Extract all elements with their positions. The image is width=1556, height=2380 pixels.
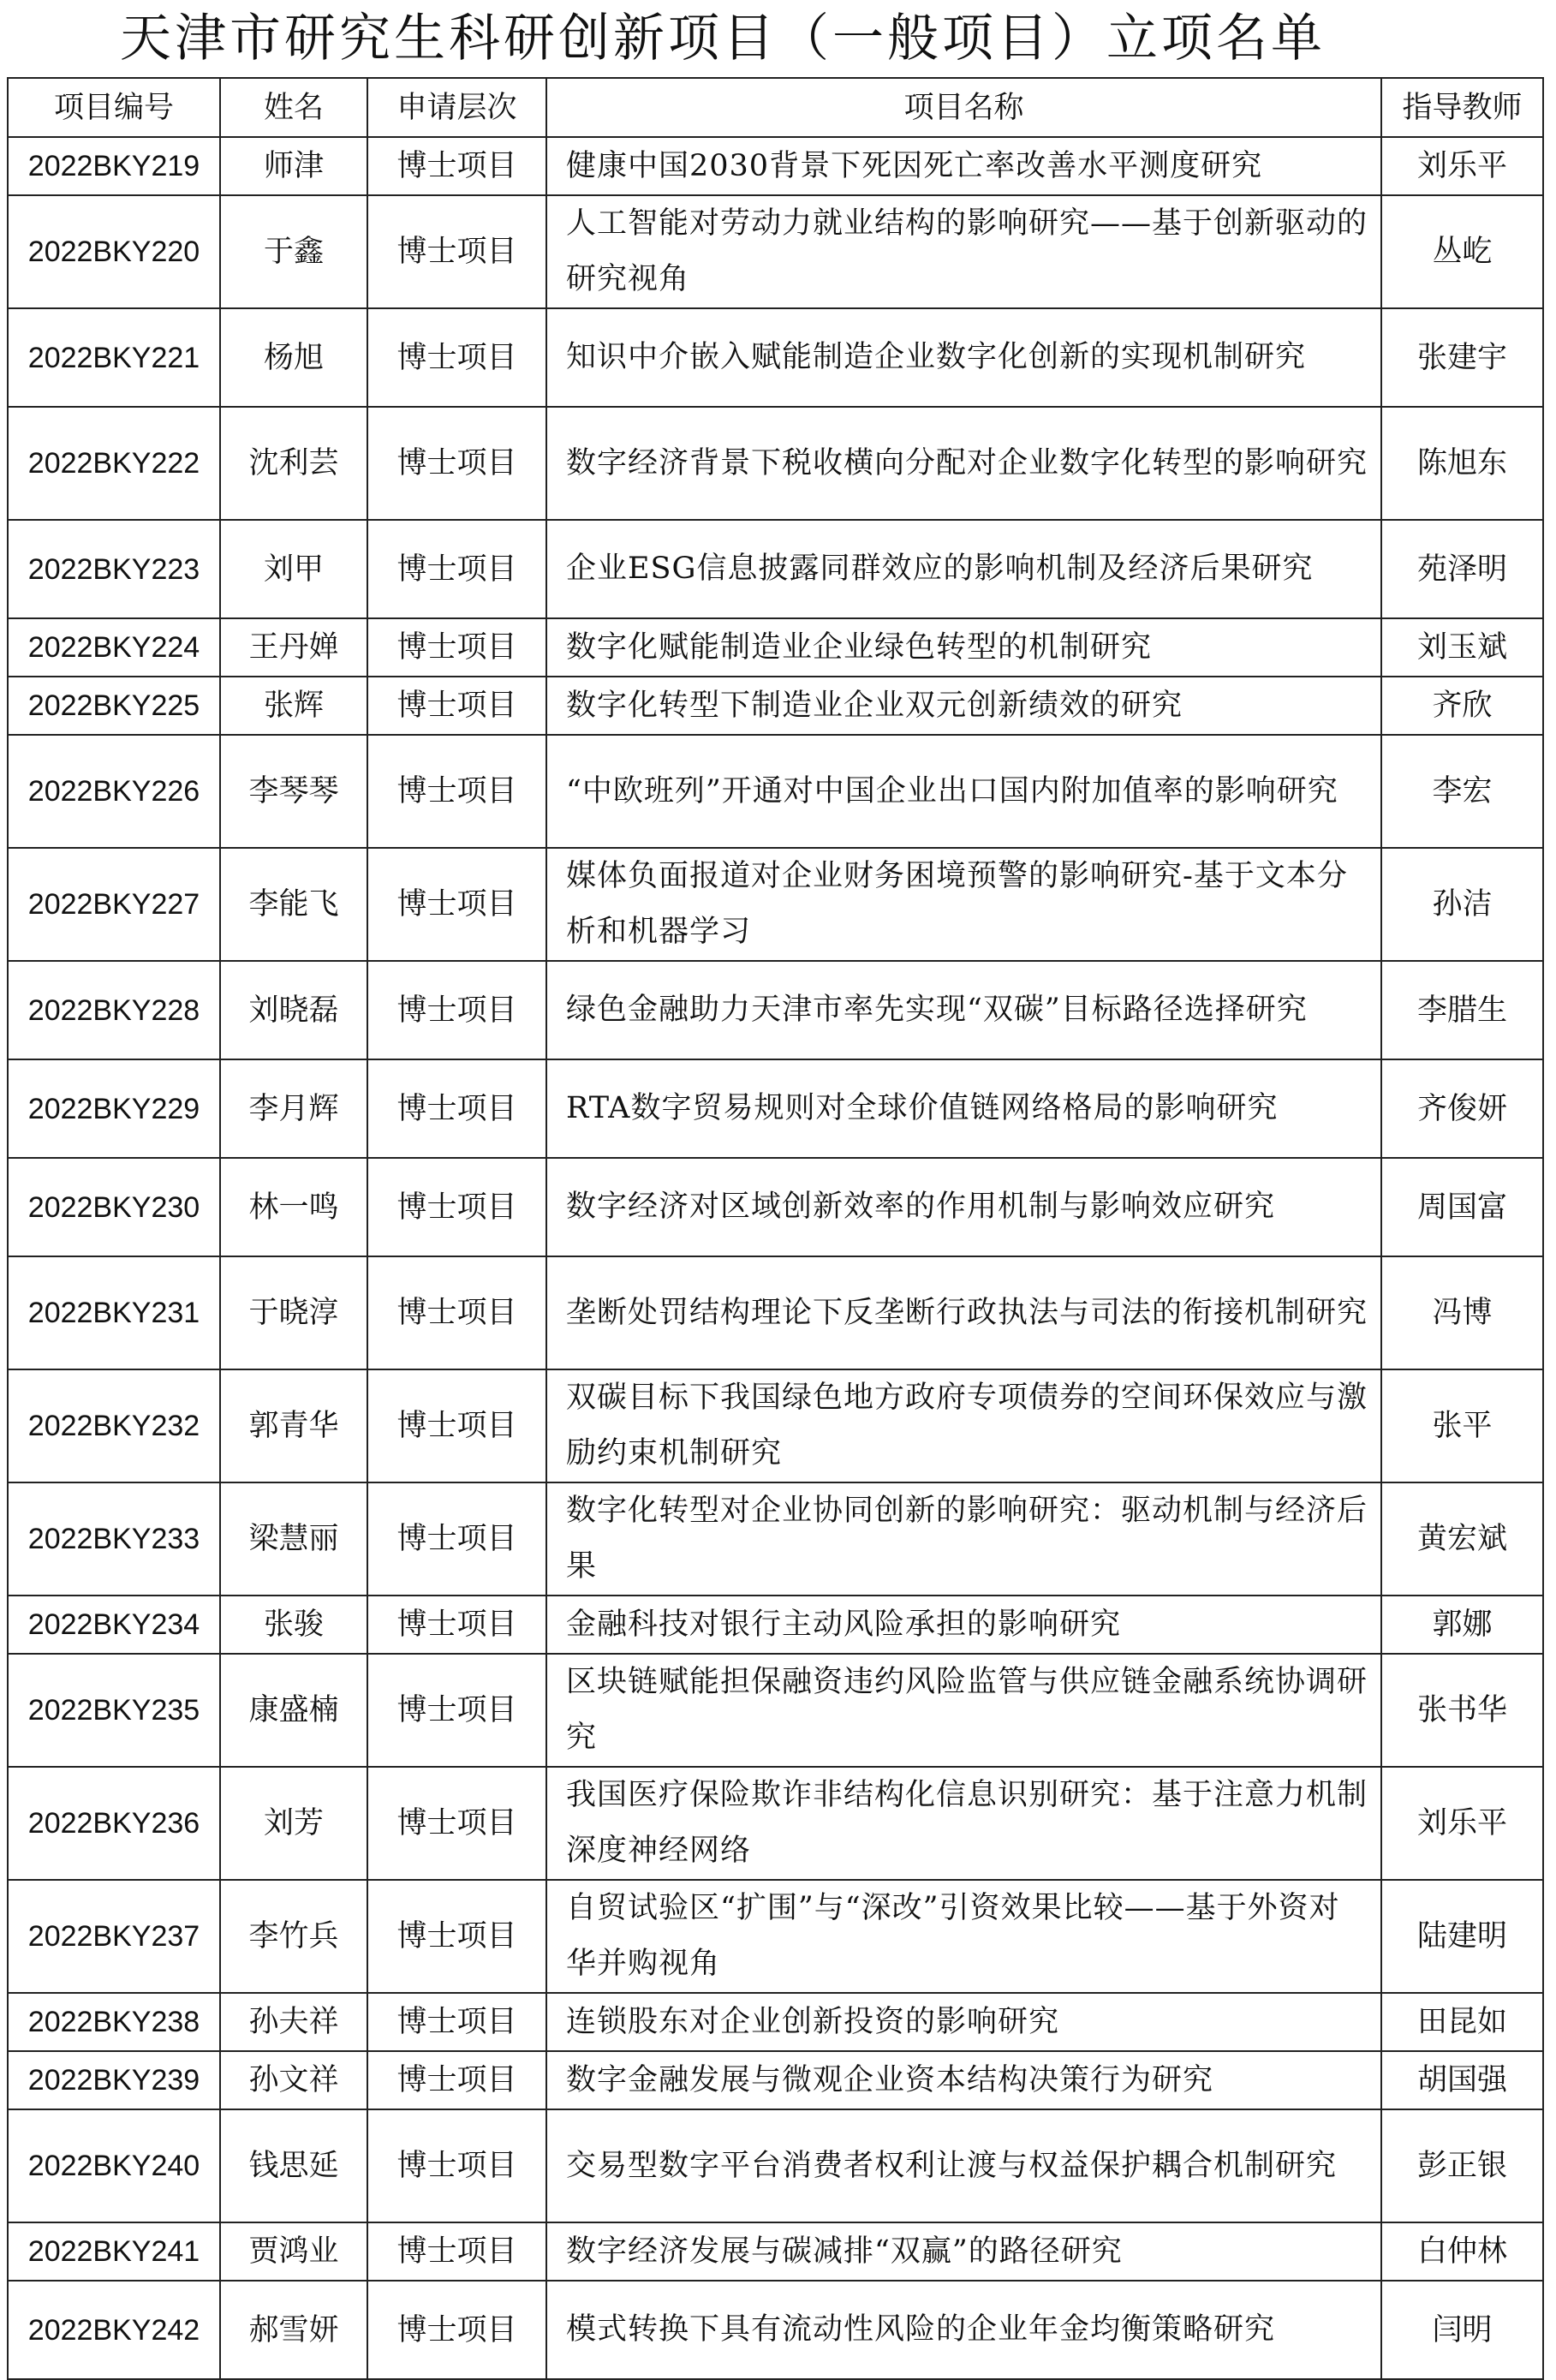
- project-title-cell: 数字经济背景下税收横向分配对企业数字化转型的影响研究: [546, 407, 1381, 520]
- application-level-cell: 博士项目: [367, 407, 546, 520]
- table-row: [8, 308, 1543, 407]
- project-title-cell: 连锁股东对企业创新投资的影响研究: [546, 1993, 1381, 2051]
- student-name-cell: 梁慧丽: [220, 1482, 367, 1596]
- project-code-cell: 2022BKY223: [8, 520, 220, 618]
- application-level-cell: 博士项目: [367, 308, 546, 407]
- table-row: [8, 407, 1543, 520]
- page-title: 天津市研究生科研创新项目（一般项目）立项名单: [120, 9, 1326, 69]
- table-row: [8, 1767, 1543, 1880]
- project-code-cell: 2022BKY233: [8, 1482, 220, 1596]
- student-name-cell: 林一鸣: [220, 1158, 367, 1256]
- student-name-cell: 李竹兵: [220, 1880, 367, 1993]
- application-level-cell: 博士项目: [367, 1880, 546, 1993]
- application-level-cell: 博士项目: [367, 677, 546, 735]
- application-level-cell: 博士项目: [367, 195, 546, 308]
- project-code-cell: 2022BKY235: [8, 1654, 220, 1767]
- advisor-cell: 张平: [1381, 1369, 1543, 1482]
- student-name-cell: 康盛楠: [220, 1654, 367, 1767]
- project-title-cell: RTA数字贸易规则对全球价值链网络格局的影响研究: [546, 1059, 1381, 1158]
- advisor-cell: 张书华: [1381, 1654, 1543, 1767]
- project-title-cell: 健康中国2030背景下死因死亡率改善水平测度研究: [546, 137, 1381, 195]
- application-level-cell: 博士项目: [367, 848, 546, 961]
- project-title-cell: 数字化转型下制造业企业双元创新绩效的研究: [546, 677, 1381, 735]
- project-code-cell: 2022BKY241: [8, 2222, 220, 2281]
- project-title-cell: 媒体负面报道对企业财务困境预警的影响研究-基于文本分析和机器学习: [546, 848, 1381, 961]
- project-code-cell: 2022BKY226: [8, 735, 220, 848]
- advisor-cell: 齐欣: [1381, 677, 1543, 735]
- project-title-cell: 区块链赋能担保融资违约风险监管与供应链金融系统协调研究: [546, 1654, 1381, 1767]
- table-row: [8, 2222, 1543, 2281]
- project-title-cell: 企业ESG信息披露同群效应的影响机制及经济后果研究: [546, 520, 1381, 618]
- project-title-cell: 知识中介嵌入赋能制造企业数字化创新的实现机制研究: [546, 308, 1381, 407]
- project-title-cell: 绿色金融助力天津市率先实现“双碳”目标路径选择研究: [546, 961, 1381, 1059]
- table-row: [8, 961, 1543, 1059]
- student-name-cell: 师津: [220, 137, 367, 195]
- application-level-cell: 博士项目: [367, 1767, 546, 1880]
- table-row: [8, 1482, 1543, 1596]
- application-level-cell: 博士项目: [367, 1369, 546, 1482]
- project-title-cell: 数字化赋能制造业企业绿色转型的机制研究: [546, 618, 1381, 677]
- student-name-cell: 刘晓磊: [220, 961, 367, 1059]
- application-level-cell: 博士项目: [367, 1654, 546, 1767]
- student-name-cell: 郭青华: [220, 1369, 367, 1482]
- application-level-cell: 博士项目: [367, 735, 546, 848]
- project-code-cell: 2022BKY224: [8, 618, 220, 677]
- application-level-cell: 博士项目: [367, 520, 546, 618]
- project-title-cell: “中欧班列”开通对中国企业出口国内附加值率的影响研究: [546, 735, 1381, 848]
- student-name-cell: 于晓淳: [220, 1256, 367, 1369]
- column-header-project: 项目名称: [546, 78, 1381, 137]
- project-code-cell: 2022BKY228: [8, 961, 220, 1059]
- project-code-cell: 2022BKY242: [8, 2281, 220, 2379]
- advisor-cell: 丛屹: [1381, 195, 1543, 308]
- application-level-cell: 博士项目: [367, 1059, 546, 1158]
- project-title-cell: 我国医疗保险欺诈非结构化信息识别研究：基于注意力机制深度神经网络: [546, 1767, 1381, 1880]
- table-row: [8, 1059, 1543, 1158]
- column-header-name: 姓名: [220, 78, 367, 137]
- application-level-cell: 博士项目: [367, 2222, 546, 2281]
- project-code-cell: 2022BKY220: [8, 195, 220, 308]
- advisor-cell: 黄宏斌: [1381, 1482, 1543, 1596]
- project-title-cell: 数字金融发展与微观企业资本结构决策行为研究: [546, 2051, 1381, 2109]
- application-level-cell: 博士项目: [367, 961, 546, 1059]
- student-name-cell: 于鑫: [220, 195, 367, 308]
- project-code-cell: 2022BKY227: [8, 848, 220, 961]
- header-row: [8, 78, 1543, 137]
- project-title-cell: 交易型数字平台消费者权利让渡与权益保护耦合机制研究: [546, 2109, 1381, 2222]
- project-title-cell: 垄断处罚结构理论下反垄断行政执法与司法的衔接机制研究: [546, 1256, 1381, 1369]
- advisor-cell: 陆建明: [1381, 1880, 1543, 1993]
- application-level-cell: 博士项目: [367, 1993, 546, 2051]
- student-name-cell: 张辉: [220, 677, 367, 735]
- advisor-cell: 胡国强: [1381, 2051, 1543, 2109]
- project-code-cell: 2022BKY237: [8, 1880, 220, 1993]
- project-code-cell: 2022BKY229: [8, 1059, 220, 1158]
- project-code-cell: 2022BKY239: [8, 2051, 220, 2109]
- student-name-cell: 孙夫祥: [220, 1993, 367, 2051]
- student-name-cell: 杨旭: [220, 308, 367, 407]
- student-name-cell: 钱思延: [220, 2109, 367, 2222]
- application-level-cell: 博士项目: [367, 618, 546, 677]
- project-title-cell: 模式转换下具有流动性风险的企业年金均衡策略研究: [546, 2281, 1381, 2379]
- advisor-cell: 张建宇: [1381, 308, 1543, 407]
- table-row: [8, 677, 1543, 735]
- advisor-cell: 苑泽明: [1381, 520, 1543, 618]
- advisor-cell: 冯博: [1381, 1256, 1543, 1369]
- advisor-cell: 李宏: [1381, 735, 1543, 848]
- table-row: [8, 848, 1543, 961]
- project-title-cell: 数字经济发展与碳减排“双赢”的路径研究: [546, 2222, 1381, 2281]
- project-code-cell: 2022BKY234: [8, 1596, 220, 1654]
- project-table: [7, 77, 1544, 2380]
- project-code-cell: 2022BKY219: [8, 137, 220, 195]
- project-code-cell: 2022BKY225: [8, 677, 220, 735]
- column-header-code: 项目编号: [8, 78, 220, 137]
- student-name-cell: 刘甲: [220, 520, 367, 618]
- project-code-cell: 2022BKY232: [8, 1369, 220, 1482]
- advisor-cell: 周国富: [1381, 1158, 1543, 1256]
- student-name-cell: 李能飞: [220, 848, 367, 961]
- table-row: [8, 2051, 1543, 2109]
- project-code-cell: 2022BKY221: [8, 308, 220, 407]
- project-title-cell: 金融科技对银行主动风险承担的影响研究: [546, 1596, 1381, 1654]
- project-title-cell: 数字经济对区域创新效率的作用机制与影响效应研究: [546, 1158, 1381, 1256]
- advisor-cell: 郭娜: [1381, 1596, 1543, 1654]
- advisor-cell: 齐俊妍: [1381, 1059, 1543, 1158]
- application-level-cell: 博士项目: [367, 1158, 546, 1256]
- table-row: [8, 735, 1543, 848]
- table-row: [8, 2109, 1543, 2222]
- table-row: [8, 1158, 1543, 1256]
- student-name-cell: 孙文祥: [220, 2051, 367, 2109]
- application-level-cell: 博士项目: [367, 1596, 546, 1654]
- table-row: [8, 1880, 1543, 1993]
- advisor-cell: 李腊生: [1381, 961, 1543, 1059]
- advisor-cell: 白仲林: [1381, 2222, 1543, 2281]
- project-code-cell: 2022BKY238: [8, 1993, 220, 2051]
- project-title-cell: 人工智能对劳动力就业结构的影响研究——基于创新驱动的研究视角: [546, 195, 1381, 308]
- advisor-cell: 田昆如: [1381, 1993, 1543, 2051]
- table-row: [8, 137, 1543, 195]
- advisor-cell: 闫明: [1381, 2281, 1543, 2379]
- column-header-level: 申请层次: [367, 78, 546, 137]
- table-row: [8, 618, 1543, 677]
- table-row: [8, 1256, 1543, 1369]
- table-row: [8, 195, 1543, 308]
- table-row: [8, 1993, 1543, 2051]
- advisor-cell: 陈旭东: [1381, 407, 1543, 520]
- application-level-cell: 博士项目: [367, 1482, 546, 1596]
- project-title-cell: 双碳目标下我国绿色地方政府专项债券的空间环保效应与激励约束机制研究: [546, 1369, 1381, 1482]
- project-code-cell: 2022BKY240: [8, 2109, 220, 2222]
- student-name-cell: 李琴琴: [220, 735, 367, 848]
- project-code-cell: 2022BKY231: [8, 1256, 220, 1369]
- table-row: [8, 1654, 1543, 1767]
- table-row: [8, 2281, 1543, 2379]
- student-name-cell: 郝雪妍: [220, 2281, 367, 2379]
- advisor-cell: 刘玉斌: [1381, 618, 1543, 677]
- application-level-cell: 博士项目: [367, 2281, 546, 2379]
- project-title-cell: 自贸试验区“扩围”与“深改”引资效果比较——基于外资对华并购视角: [546, 1880, 1381, 1993]
- project-code-cell: 2022BKY236: [8, 1767, 220, 1880]
- advisor-cell: 孙洁: [1381, 848, 1543, 961]
- advisor-cell: 刘乐平: [1381, 137, 1543, 195]
- table-row: [8, 1596, 1543, 1654]
- application-level-cell: 博士项目: [367, 2109, 546, 2222]
- advisor-cell: 刘乐平: [1381, 1767, 1543, 1880]
- project-title-cell: 数字化转型对企业协同创新的影响研究：驱动机制与经济后果: [546, 1482, 1381, 1596]
- project-code-cell: 2022BKY222: [8, 407, 220, 520]
- project-code-cell: 2022BKY230: [8, 1158, 220, 1256]
- application-level-cell: 博士项目: [367, 2051, 546, 2109]
- table-row: [8, 1369, 1543, 1482]
- student-name-cell: 刘芳: [220, 1767, 367, 1880]
- student-name-cell: 张骏: [220, 1596, 367, 1654]
- student-name-cell: 贾鸿业: [220, 2222, 367, 2281]
- column-header-advisor: 指导教师: [1381, 78, 1543, 137]
- application-level-cell: 博士项目: [367, 137, 546, 195]
- student-name-cell: 王丹婵: [220, 618, 367, 677]
- table-row: [8, 520, 1543, 618]
- application-level-cell: 博士项目: [367, 1256, 546, 1369]
- student-name-cell: 李月辉: [220, 1059, 367, 1158]
- advisor-cell: 彭正银: [1381, 2109, 1543, 2222]
- student-name-cell: 沈利芸: [220, 407, 367, 520]
